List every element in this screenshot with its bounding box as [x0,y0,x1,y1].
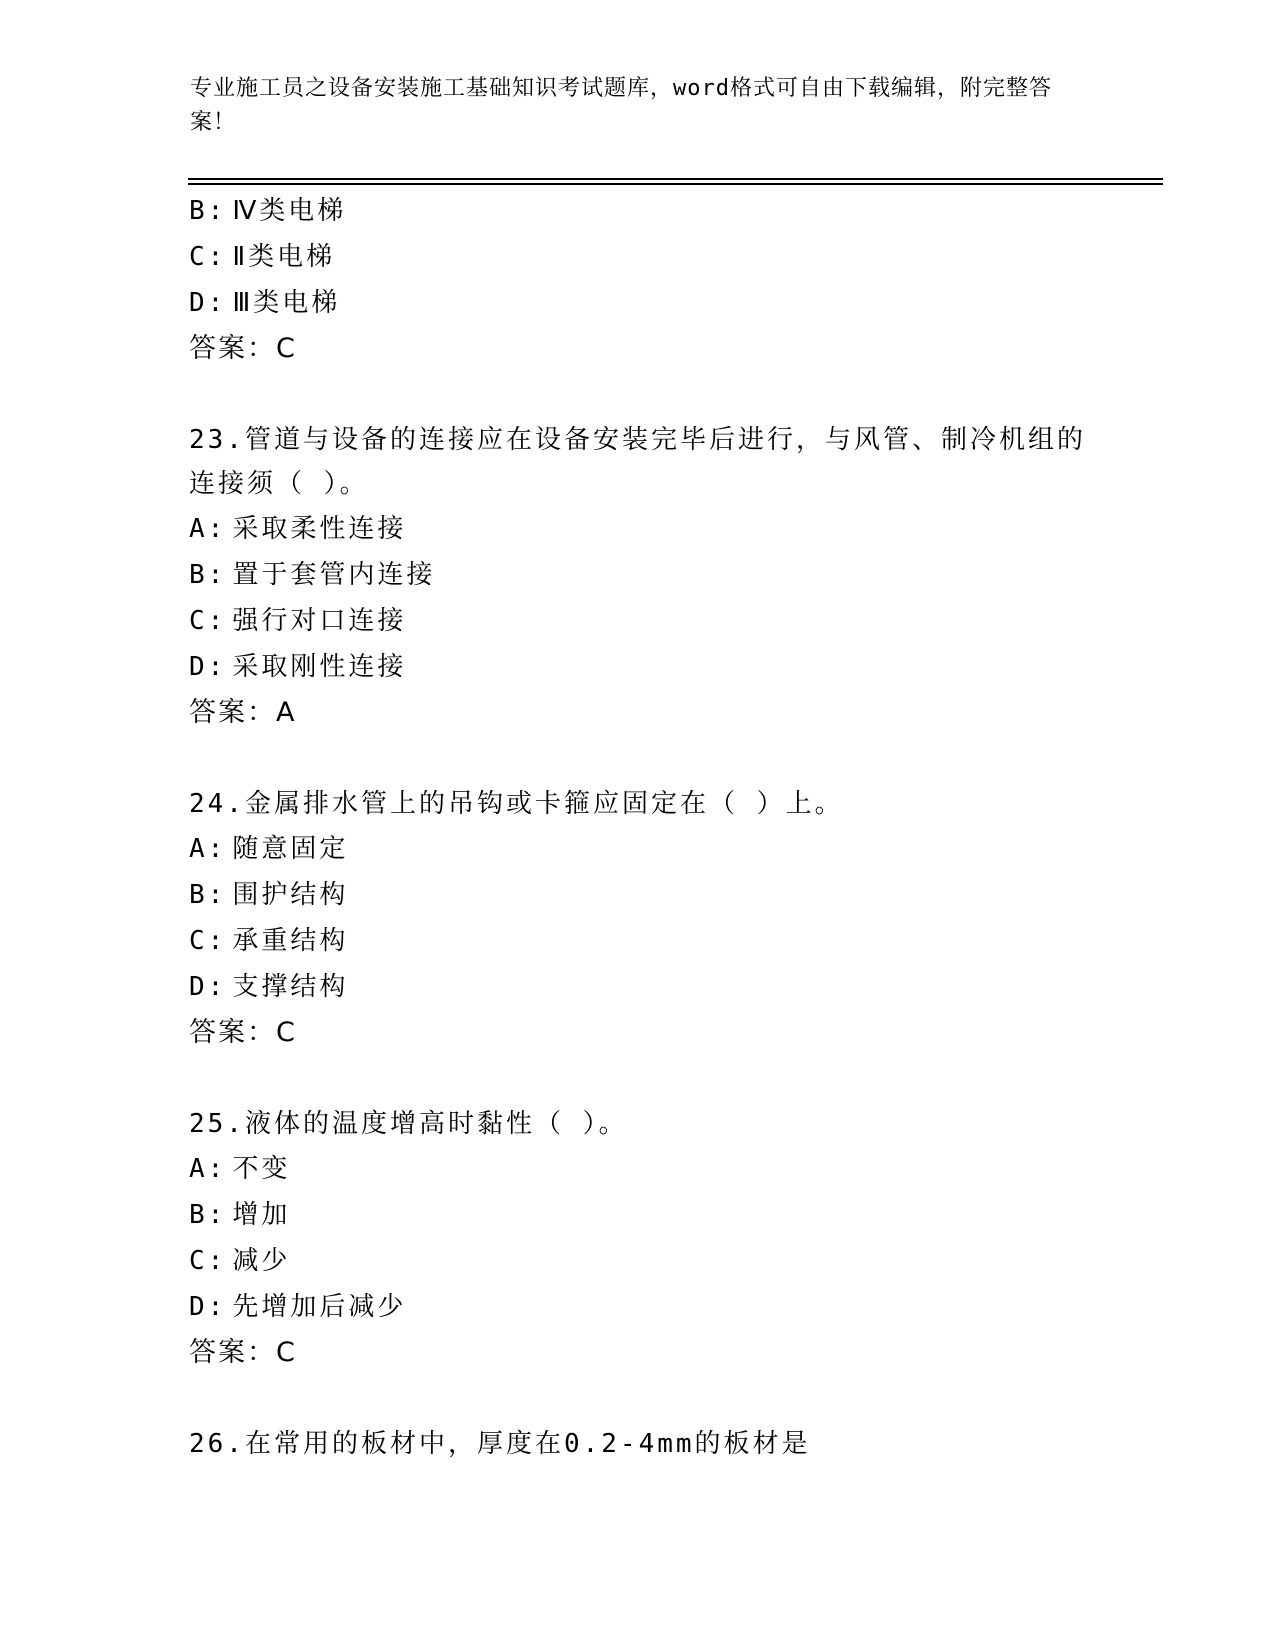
question-23 [189,418,1149,736]
question-stem: 23.管道与设备的连接应在设备安装完毕后进行，与风管、制冷机组的连接须（ ）。 [189,425,1086,499]
option-d [189,964,1149,1010]
answer-line: 答案：C [189,1017,297,1048]
answer-line: 答案：C [189,1337,297,1368]
option-text: 支撑结构 [232,972,349,1002]
option-text: Ⅱ类电梯 [232,242,336,272]
option-letter: B: [189,560,227,590]
option-text: 置于套管内连接 [232,560,436,590]
answer-line: 答案：A [189,697,297,728]
option-text: 随意固定 [232,834,349,864]
option-letter: C: [189,606,227,636]
option-letter: B: [189,1200,227,1230]
option-letter: B: [189,196,227,226]
answer-line: 答案：C [189,333,297,364]
question-list [189,188,1149,1466]
question-22-continuation [189,188,1149,372]
document-header: 专业施工员之设备安装施工基础知识考试题库，word格式可自由下载编辑，附完整答案！ [190,76,1052,135]
option-b [189,872,1149,918]
option-text: 采取柔性连接 [232,514,407,544]
option-b [189,552,1149,598]
option-letter: C: [189,242,227,272]
option-letter: D: [189,1292,227,1322]
option-text: 先增加后减少 [232,1292,407,1322]
option-c [189,234,1149,280]
option-a [189,1146,1149,1192]
option-b [189,1192,1149,1238]
option-letter: C: [189,1246,227,1276]
option-c [189,918,1149,964]
option-c [189,598,1149,644]
question-stem: 24.金属排水管上的吊钩或卡箍应固定在（ ）上。 [189,789,844,819]
option-text: 围护结构 [232,880,349,910]
option-letter: A: [189,1154,227,1184]
option-c [189,1238,1149,1284]
option-letter: C: [189,926,227,956]
option-letter: D: [189,972,227,1002]
option-letter: A: [189,514,227,544]
question-stem: 26.在常用的板材中，厚度在0.2-4mm的板材是 [189,1429,811,1459]
option-text: Ⅳ类电梯 [232,196,347,226]
option-text: 承重结构 [232,926,349,956]
option-a [189,826,1149,872]
question-25 [189,1102,1149,1376]
option-d [189,1284,1149,1330]
option-text: 减少 [232,1246,291,1276]
option-b [189,188,1149,234]
option-letter: A: [189,834,227,864]
option-d [189,644,1149,690]
question-26 [189,1422,1149,1466]
header-divider-bottom [188,183,1163,185]
option-letter: D: [189,652,227,682]
option-letter: D: [189,288,227,318]
option-text: Ⅲ类电梯 [232,288,341,318]
option-d [189,280,1149,326]
question-24 [189,782,1149,1056]
question-stem: 25.液体的温度增高时黏性（ ）。 [189,1109,628,1139]
option-letter: B: [189,880,227,910]
option-text: 增加 [232,1200,291,1230]
option-text: 采取刚性连接 [232,652,407,682]
option-text: 不变 [232,1154,291,1184]
option-a [189,506,1149,552]
option-text: 强行对口连接 [232,606,407,636]
header-divider-top [188,178,1163,180]
